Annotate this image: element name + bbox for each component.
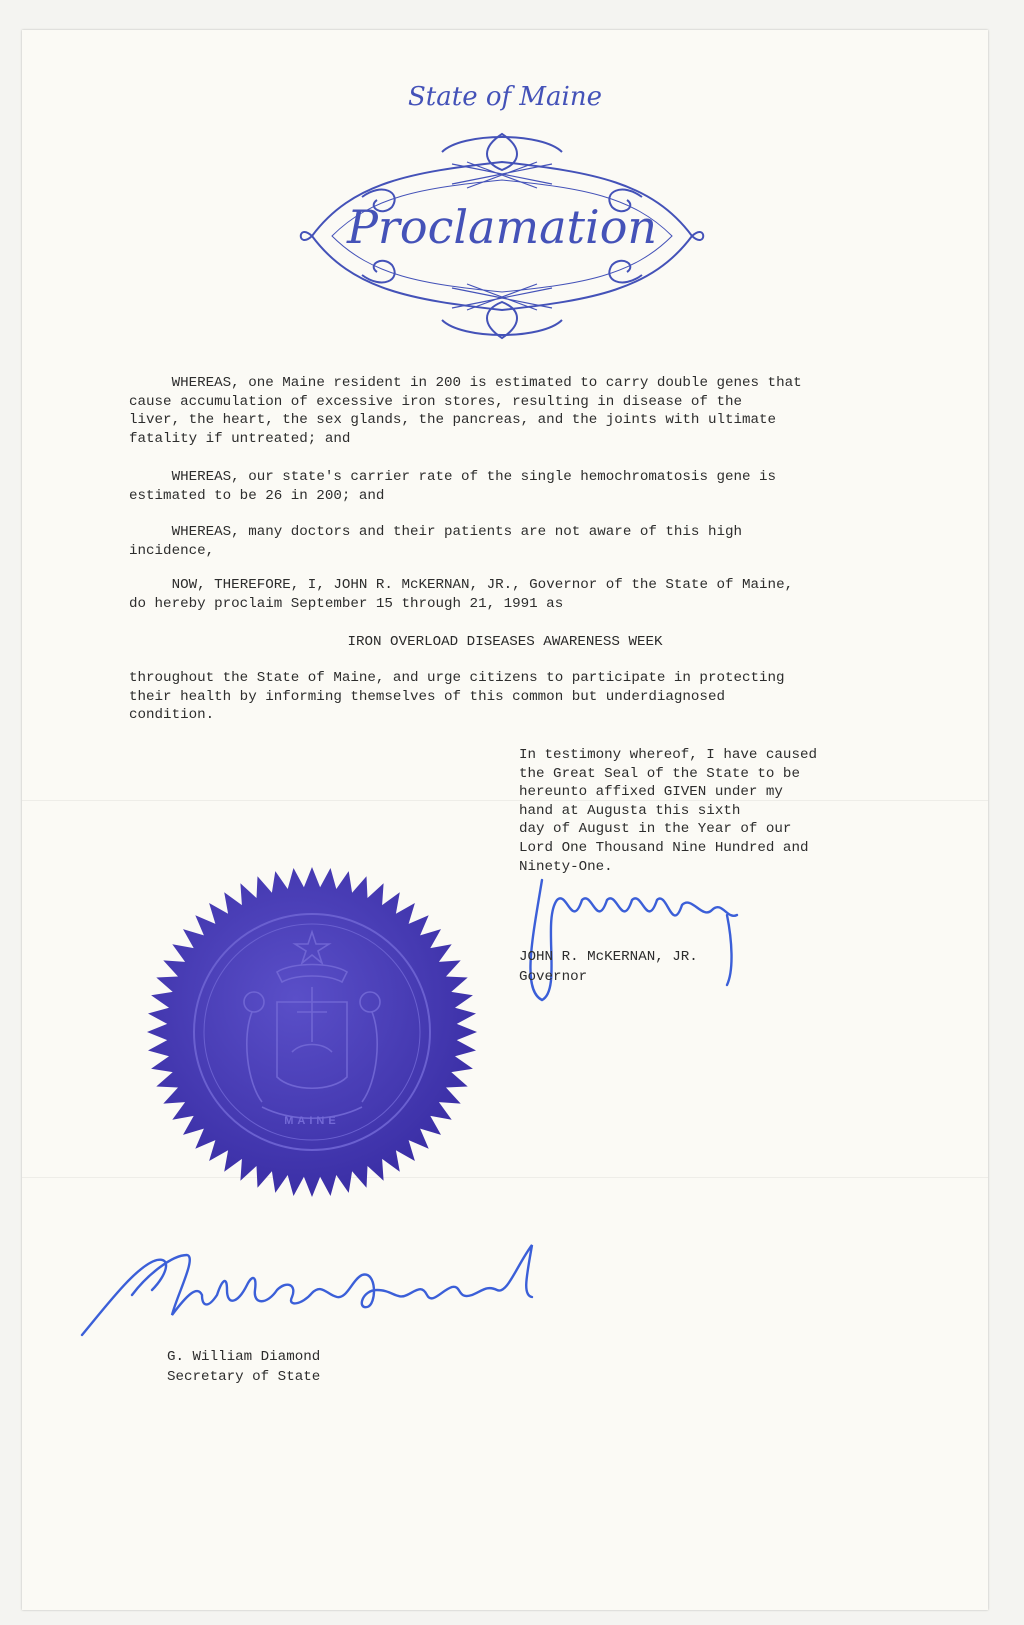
observance-title: IRON OVERLOAD DISEASES AWARENESS WEEK — [347, 634, 663, 650]
great-seal — [142, 862, 482, 1202]
closing-paragraph: throughout the State of Maine, and urge citizens to participate in protecting their health by informing themselves of this common but underdiagnosed condition. — [129, 670, 785, 724]
proclamation-title: Proclamation — [346, 200, 658, 254]
secretary-name: G. William Diamond — [167, 1349, 321, 1365]
whereas-paragraph-3: WHEREAS, many doctors and their patients are not aware of this high incidence, — [129, 524, 743, 559]
proclamation-paragraph: NOW, THEREFORE, I, JOHN R. McKERNAN, JR., Governor of the State of Maine, do hereby proclaim September 15 through 21, 1991 as — [129, 577, 794, 612]
whereas-paragraph-2: WHEREAS, our state's carrier rate of the single hemochromatosis gene is estimated to be 26 in 200; and — [129, 469, 777, 504]
state-heading: State of Maine — [408, 82, 602, 112]
governor-signature — [502, 860, 762, 1010]
secretary-title: Secretary of State — [167, 1369, 321, 1385]
secretary-signature — [77, 1235, 557, 1345]
governor-name: JOHN R. McKERNAN, JR. — [519, 949, 698, 965]
whereas-paragraph-1: WHEREAS, one Maine resident in 200 is estimated to carry double genes that cause accumulation of excessive iron stores, resulting in disease of the liver, the heart, the sex glands, the pancreas, and the joints with ultimate fatality if untreated; and — [129, 375, 802, 447]
seal-lettering: MAINE — [284, 1115, 340, 1127]
proclamation-sheet — [22, 30, 988, 1610]
governor-title: Governor — [519, 969, 588, 985]
proclamation-cartouche — [292, 122, 712, 350]
testimony-block: In testimony whereof, I have caused the Great Seal of the State to be hereunto affixed GIVEN under my hand at Augusta this sixth day of August in the Year of our Lord One Thousand Nine Hundred and Ninety-One. — [519, 747, 817, 875]
seal-icon — [142, 862, 482, 1202]
